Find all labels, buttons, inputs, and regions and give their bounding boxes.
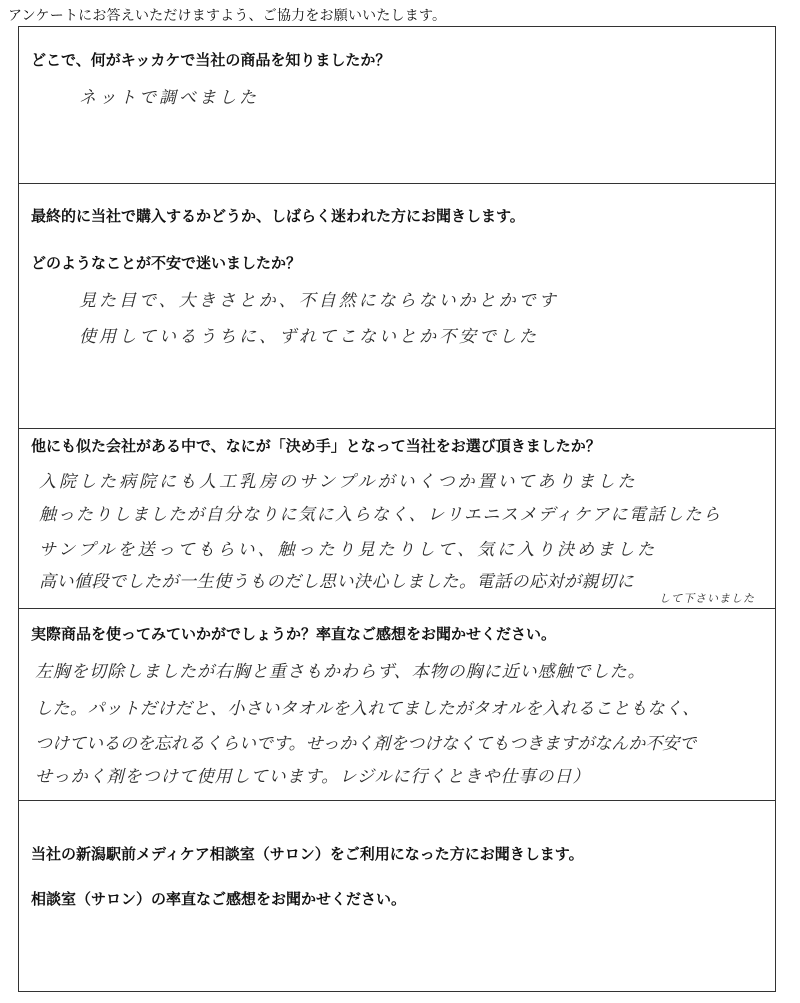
answer-impressions-line-2: した。パットだけだと、小さいタオルを入れてましたがタオルを入れることもなく、 [35, 699, 700, 719]
section-salon [19, 801, 775, 991]
answer-discovery: ネットで調べました [79, 88, 259, 108]
answer-deciding-line-2: 触ったりしましたが自分なりに気に入らなく、レリエニスメディケアに電話したら [39, 505, 722, 525]
section-hesitation [19, 184, 775, 429]
answer-hesitation-line-2: 使用しているうちに、ずれてこないとか不安でした [79, 327, 539, 347]
question-discovery: どこで、何がキッカケで当社の商品を知りましたか？ [31, 51, 391, 69]
answer-deciding-line-5: して下さいました [659, 592, 755, 605]
section-discovery [19, 27, 775, 184]
answer-impressions-line-3: つけているのを忘れるくらいです。せっかく剤をつけなくてもつきますがなんか不安で [35, 734, 697, 754]
question-deciding-factor: 他にも似た会社がある中で、なにが「決め手」となって当社をお選び頂きましたか？ [31, 437, 601, 455]
question-hesitation: どのようなことが不安で迷いましたか？ [31, 254, 302, 272]
answer-hesitation-line-1: 見た目で、大きさとか、不自然にならないかとかです [79, 291, 559, 311]
intro-text: アンケートにお答えいただけますよう、ご協力をお願いいたします。 [8, 8, 447, 24]
answer-deciding-line-1: 入院した病院にも人工乳房のサンプルがいくつか置いてありました [39, 472, 638, 492]
answer-deciding-line-4: 高い値段でしたが一生使うものだし思い決心しました。電話の応対が親切に [39, 572, 634, 592]
answer-impressions-line-1: 左胸を切除しましたが右胸と重さもかわらず、本物の胸に近い感触でした。 [35, 662, 646, 682]
question-salon-intro: 当社の新潟駅前メディケア相談室（サロン）をご利用になった方にお聞きします。 [31, 845, 584, 863]
section-deciding-factor [19, 429, 775, 609]
question-salon: 相談室（サロン）の率直なご感想をお聞かせください。 [31, 890, 407, 908]
section-impressions [19, 609, 775, 801]
answer-impressions-line-4: せっかく剤をつけて使用しています。レジルに行くときや仕事の日） [35, 767, 591, 787]
question-hesitation-intro: 最終的に当社で購入するかどうか、しばらく迷われた方にお聞きします。 [31, 207, 525, 225]
answer-deciding-line-3: サンプルを送ってもらい、触ったり見たりして、気に入り決めました [39, 540, 658, 560]
survey-form [18, 26, 776, 992]
question-impressions: 実際商品を使ってみていかがでしょうか？率直なご感想をお聞かせください。 [31, 625, 557, 643]
